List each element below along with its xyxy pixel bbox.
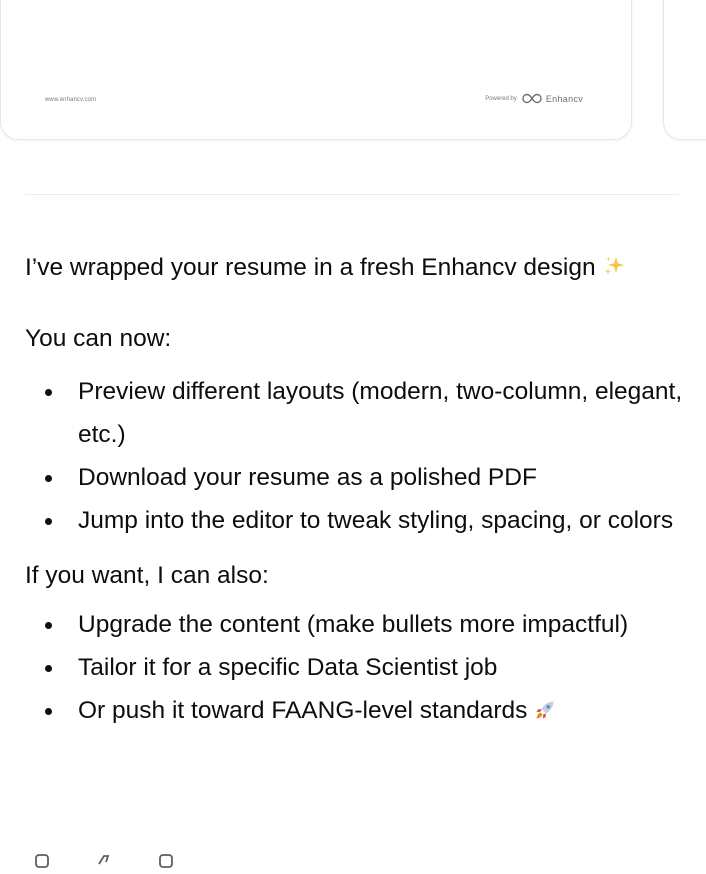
sparkles-icon <box>602 249 626 292</box>
list-item: Jump into the editor to tweak styling, spacing, or colors <box>25 499 685 542</box>
rocket-icon <box>533 693 557 736</box>
intro-text: I’ve wrapped your resume in a fresh Enhancv design <box>25 254 596 281</box>
list-item-text: Or push it toward FAANG-level standards <box>78 697 528 724</box>
capabilities-list <box>25 370 685 542</box>
copy-icon[interactable] <box>33 852 55 874</box>
lead-text-1: You can now: <box>25 325 172 352</box>
offers-list <box>25 603 685 736</box>
powered-by-label: Powered by <box>485 95 517 102</box>
powered-by-footer <box>485 93 583 104</box>
assistant-message <box>25 246 685 736</box>
enhancv-logo <box>522 93 583 104</box>
brand-name: Enhancv <box>545 93 583 104</box>
message-actions <box>33 852 179 874</box>
thumbs-up-icon[interactable] <box>95 852 117 874</box>
list-item: Download your resume as a polished PDF <box>25 456 685 499</box>
list-item: Tailor it for a specific Data Scientist job <box>25 646 685 689</box>
footer-url: www.enhancv.com <box>45 97 97 103</box>
section-divider <box>25 194 679 195</box>
resume-preview-card[interactable] <box>0 0 632 140</box>
share-icon[interactable] <box>157 852 179 874</box>
lead-text-2: If you want, I can also: <box>25 562 269 589</box>
list-item: Upgrade the content (make bullets more impactful) <box>25 603 685 646</box>
resume-preview-card-next[interactable] <box>663 0 706 140</box>
list-item: Preview different layouts (modern, two-column, elegant, etc.) <box>25 370 685 456</box>
list-item <box>25 689 685 736</box>
infinity-logo-icon <box>522 93 542 104</box>
message-intro <box>25 246 685 292</box>
